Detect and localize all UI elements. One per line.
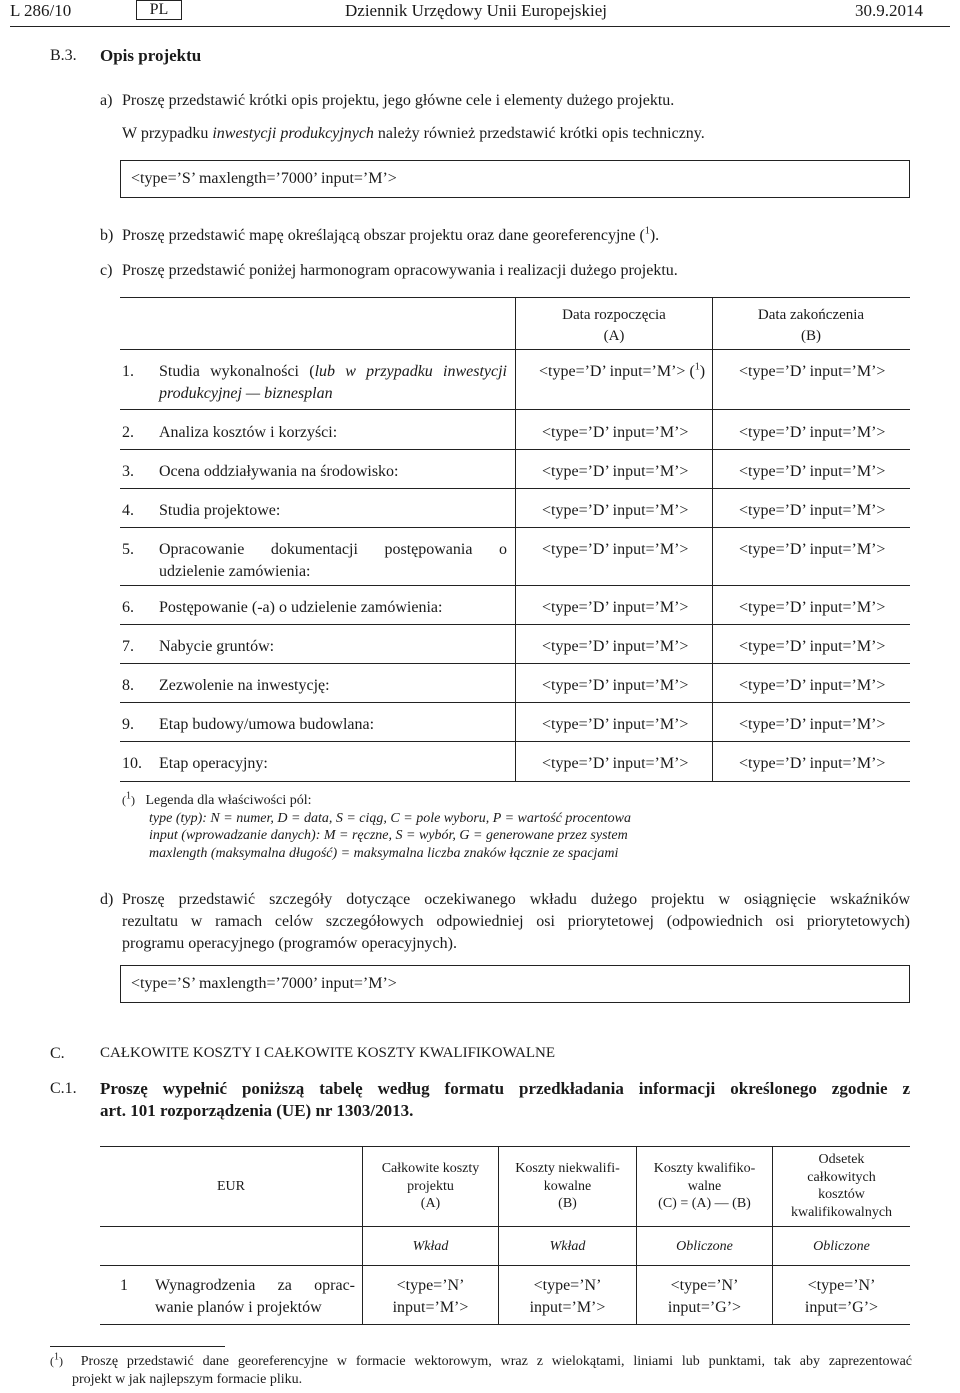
sub-header: Wkład bbox=[549, 1239, 586, 1254]
cost-cell-total[interactable]: <type=’N’ input=’M’> bbox=[392, 1277, 469, 1316]
item-a-text: Proszę przedstawić krótki opis projektu, jego główne cele i elementy dużego projektu. bbox=[122, 92, 675, 109]
row-rule bbox=[120, 585, 910, 586]
row-rule bbox=[120, 702, 910, 703]
section-number: B.3. bbox=[50, 47, 77, 64]
journal-title: Dziennik Urzędowy Unii Europejskiej bbox=[345, 1, 608, 20]
page-ref: L 286/10 bbox=[10, 1, 72, 20]
row-rule bbox=[120, 409, 910, 410]
schedule-header-rule bbox=[120, 349, 910, 350]
row-rule bbox=[120, 449, 910, 450]
project-description-field[interactable]: <type=’S’ maxlength=’7000’ input=’M’> bbox=[120, 160, 910, 198]
item-a-label: a) bbox=[100, 92, 113, 109]
row-rule bbox=[120, 527, 910, 528]
col-header-interest: Odsetek całkowitych kosztów kwalifikowalnych bbox=[790, 1152, 893, 1220]
col-header-end: Data zakończenia (B) bbox=[757, 307, 865, 344]
cost-subheader-rule bbox=[100, 1265, 910, 1266]
indicator-contribution-field[interactable]: <type=’S’ maxlength=’7000’ input=’M’> bbox=[120, 965, 910, 1003]
footnote-rule bbox=[50, 1346, 225, 1347]
sub-header: Obliczone bbox=[813, 1239, 870, 1254]
item-a-text-2: W przypadku inwestycji produkcyjnych należy również przedstawić krótki opis techniczny. bbox=[122, 125, 705, 142]
header-rule bbox=[10, 26, 950, 27]
schedule-bottom-rule bbox=[120, 781, 910, 782]
sub-header: Obliczone bbox=[676, 1239, 733, 1254]
section-c1-text: Proszę wypełnić poniższą tabelę według formatu przedkładania informacji określonego zgodnie z art. 101 rozporządzenia (UE) nr 1303/2013. bbox=[100, 1079, 910, 1121]
item-c-text: Proszę przedstawić poniżej harmonogram opracowywania i realizacji dużego projektu. bbox=[122, 262, 678, 279]
cost-cell-noneligible[interactable]: <type=’N’ input=’M’> bbox=[529, 1277, 606, 1316]
row-rule bbox=[120, 488, 910, 489]
cost-table-top-rule bbox=[100, 1146, 910, 1147]
item-d-label: d) bbox=[100, 891, 114, 908]
row-rule bbox=[120, 624, 910, 625]
item-b-text: Proszę przedstawić mapę określającą obszar projektu oraz dane georeferencyjne ($^1$). bbox=[122, 225, 660, 244]
section-c-number: C. bbox=[50, 1045, 65, 1062]
language-badge: PL bbox=[136, 0, 182, 20]
row-rule bbox=[120, 741, 910, 742]
cost-row-label: Wynagrodzenia za oprac- wanie planów i projektów bbox=[155, 1277, 355, 1316]
row-rule bbox=[120, 663, 910, 664]
col-header-eur: EUR bbox=[217, 1179, 245, 1194]
item-d-text: Proszę przedstawić szczegóły dotyczące oczekiwanego wkładu dużego projektu w osiągnięcie wskaźników rezultatu w ramach celów szczegółowych odpowiedniej osi priorytetowej (odpowiednich osi priorytetowych) programu operacyjnego (programów operacyjnych). bbox=[122, 891, 910, 952]
table-row: 1. Studia wykonalności (lub w przypadku inwestycji produkcyjnej — biznesplan <type=’D’ input=’M’> ($^1$) <type=’D’ input=’M’> bbox=[122, 361, 886, 402]
section-title: Opis projektu bbox=[100, 46, 202, 65]
section-c-title: CAŁKOWITE KOSZTY I CAŁKOWITE KOSZTY KWALIFIKOWALNE bbox=[100, 1045, 556, 1061]
col-header-total: Całkowite koszty projektu (A) bbox=[381, 1161, 480, 1211]
cost-row-number: 1 bbox=[120, 1277, 128, 1294]
cost-header-rule bbox=[100, 1226, 910, 1227]
cost-table-bottom-rule bbox=[100, 1324, 910, 1325]
item-b-label: b) bbox=[100, 227, 114, 244]
col-header-noneligible: Koszty niekwalifi- kowalne (B) bbox=[515, 1161, 620, 1211]
cost-cell-eligible[interactable]: <type=’N’ input=’G’> bbox=[667, 1277, 742, 1316]
legend: ($^1$) Legenda dla właściwości pól: type (typ): N = numer, D = data, S = ciąg, C = pole wyboru, P = wartość procentowa input (wprowadzanie danych): M = ręczne, S = wybór, G = generowane przez system maxlength (maksymalna długość) = maksymalna liczba znaków łącznie ze spacjami bbox=[122, 790, 631, 861]
publication-date: 30.9.2014 bbox=[855, 1, 923, 20]
col-header-start: Data rozpoczęcia (A) bbox=[562, 307, 666, 344]
footnote: ($^1$) Proszę przedstawić dane georeferencyjne w formacie wektorowym, wraz z wielokątami, liniami lub punktami, tak aby zaprezentować projekt w jak najlepszym formacie pliku. bbox=[50, 1351, 912, 1387]
section-c1-number: C.1. bbox=[50, 1080, 77, 1097]
col-header-eligible: Koszty kwalifiko- walne (C) = (A) — (B) bbox=[653, 1161, 756, 1211]
sub-header: Wkład bbox=[412, 1239, 449, 1254]
item-c-label: c) bbox=[100, 262, 113, 279]
cost-cell-interest[interactable]: <type=’N’ input=’G’> bbox=[804, 1277, 879, 1316]
